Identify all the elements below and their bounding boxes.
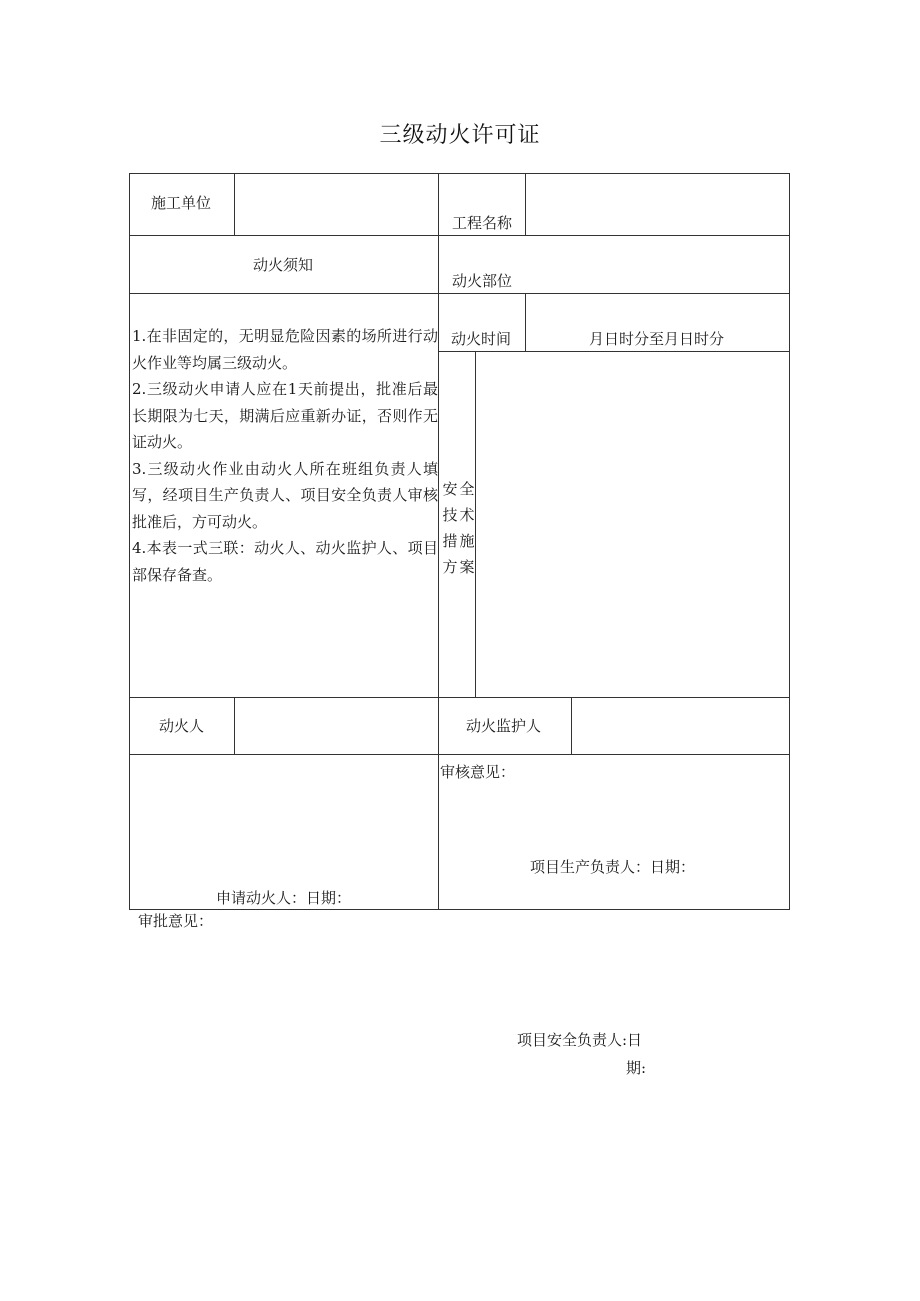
- fire-notice-heading: 动火须知: [253, 256, 314, 274]
- table-border-left: [129, 173, 130, 910]
- fire-guardian-field[interactable]: [573, 700, 787, 752]
- table-border-top: [129, 173, 790, 174]
- production-manager-signature: 项目生产负责人：日期：: [530, 858, 696, 876]
- construction-unit-label: 施工单位: [151, 194, 212, 212]
- project-name-label: 工程名称: [452, 214, 513, 232]
- column-divider: [525, 293, 526, 352]
- review-opinion-label: 审核意见：: [440, 763, 516, 781]
- notice-item: 4.本表一式三联：动火人、动火监护人、项目部保存备查。: [132, 539, 438, 584]
- column-divider: [571, 697, 572, 755]
- column-divider: [234, 173, 235, 236]
- notice-item: 2.三级动火申请人应在1天前提出，批准后最长期限为七天，期满后应重新办证，否则作无证动火。: [132, 380, 438, 451]
- applicant-signature: 申请动火人：日期：: [216, 889, 352, 907]
- fire-location-label: 动火部位: [452, 272, 513, 290]
- row-divider: [129, 293, 790, 294]
- notice-item: 3.三级动火作业由动火人所在班组负责人填写，经项目生产负责人、项目安全负责人审核批准后，方可动火。: [132, 459, 438, 531]
- column-divider: [234, 697, 235, 755]
- safety-manager-signature-line2: 期:: [626, 1059, 647, 1077]
- notice-item: 1.在非固定的，无明显危险因素的场所进行动火作业等均属三级动火。: [132, 327, 438, 372]
- approval-opinion-label: 审批意见：: [138, 912, 214, 930]
- fire-location-field[interactable]: [527, 238, 787, 291]
- safety-measures-label-col1: 安技措方: [442, 480, 458, 576]
- page-title: 三级动火许可证: [379, 123, 541, 148]
- fire-person-label: 动火人: [159, 717, 205, 735]
- fire-guardian-label: 动火监护人: [466, 717, 542, 735]
- fire-time-label: 动火时间: [451, 330, 512, 348]
- project-name-field[interactable]: [527, 176, 787, 233]
- row-divider: [129, 754, 790, 755]
- table-border-right: [789, 173, 790, 910]
- safety-manager-signature-line1: 项目安全负责人:日: [517, 1031, 643, 1049]
- fire-person-field[interactable]: [236, 700, 436, 752]
- column-divider: [525, 173, 526, 236]
- safety-measures-field[interactable]: [477, 354, 787, 695]
- fire-notice-list: [132, 323, 438, 588]
- safety-measures-label-col2: 全术施案: [459, 480, 475, 576]
- row-divider: [129, 235, 790, 236]
- fire-time-value[interactable]: 月日时分至月日时分: [589, 330, 725, 348]
- row-divider: [438, 351, 790, 352]
- row-divider: [129, 697, 790, 698]
- construction-unit-field[interactable]: [236, 176, 436, 233]
- table-border-bottom: [129, 909, 790, 910]
